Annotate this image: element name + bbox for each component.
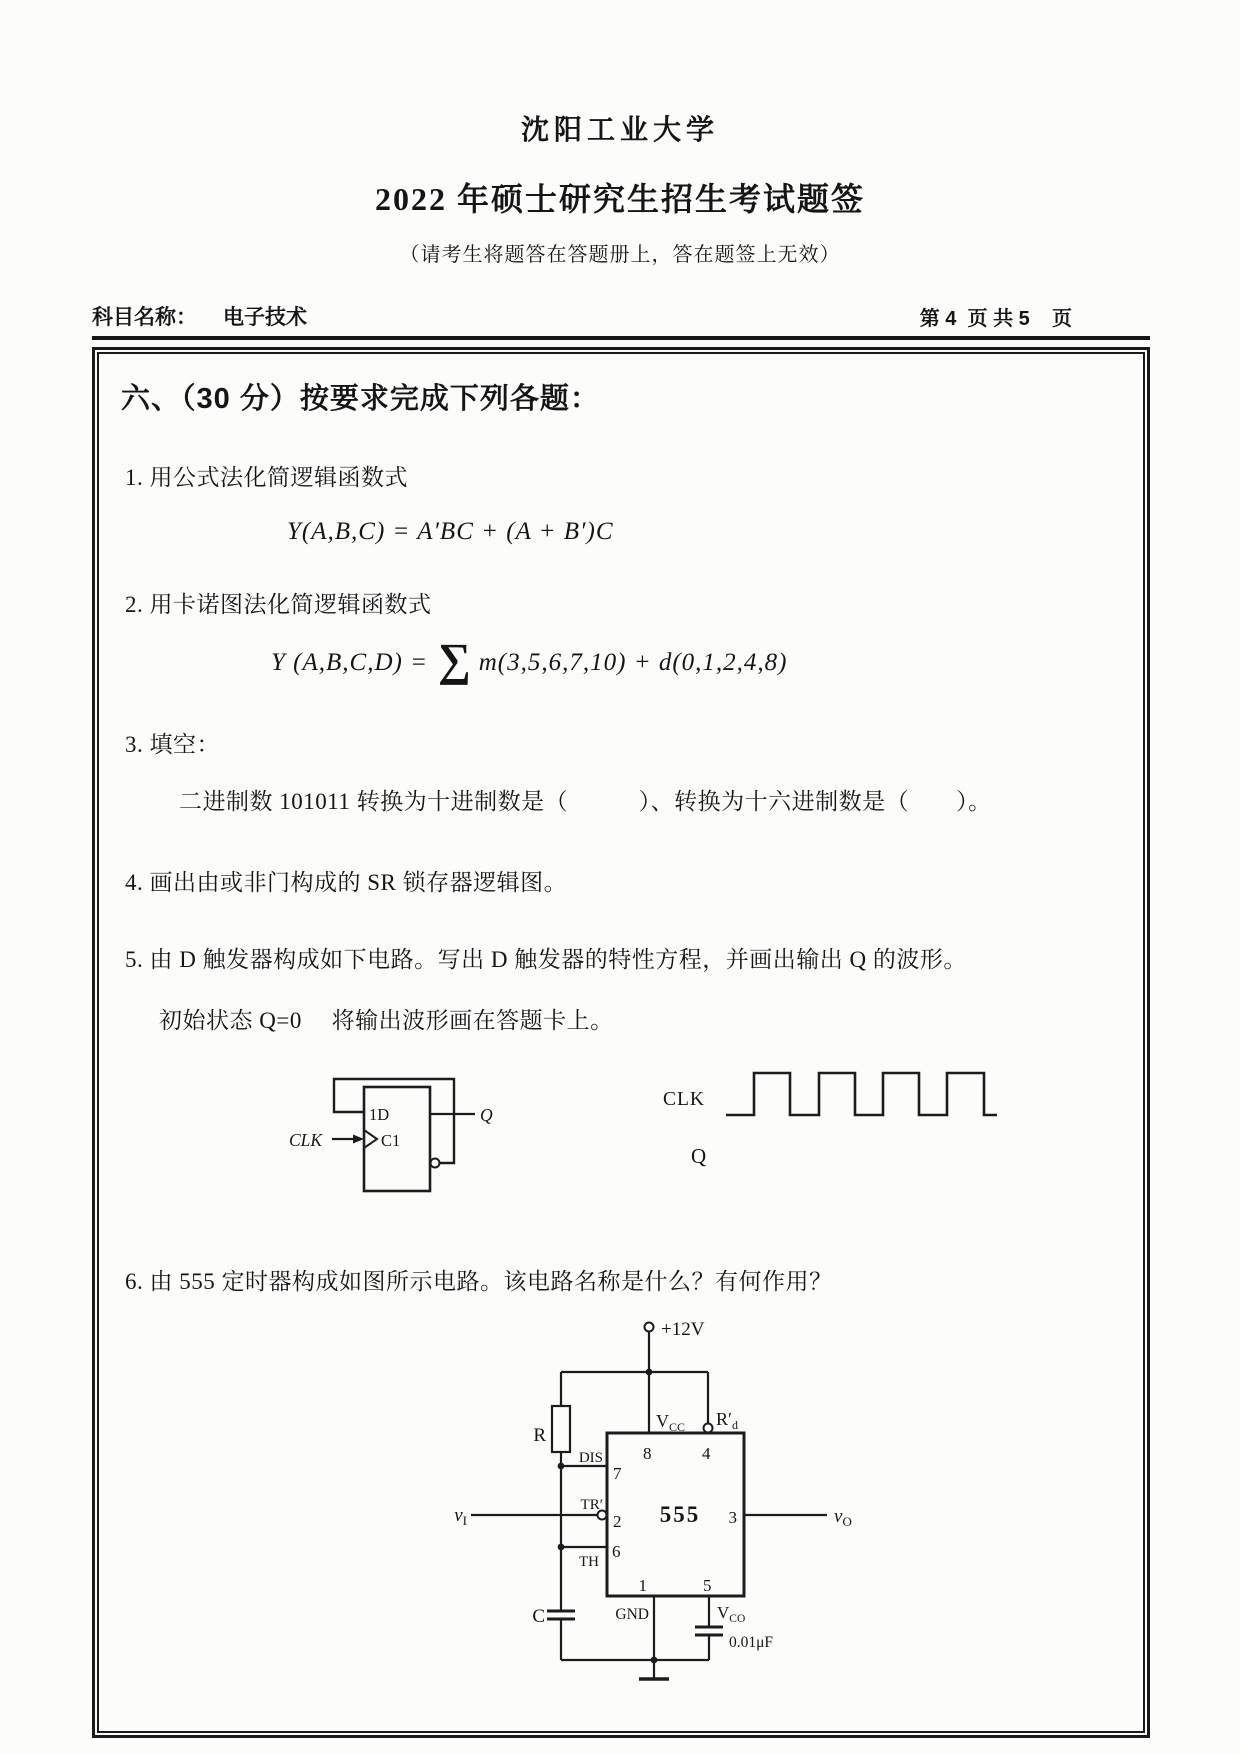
pin-8-label: 8 [643, 1444, 652, 1463]
timer-wires [471, 1332, 827, 1680]
dff-1d-label: 1D [369, 1105, 390, 1124]
clock-edge-triangle-icon [364, 1130, 377, 1148]
clk-arrowhead-icon [353, 1135, 364, 1144]
feedback-wire [334, 1079, 454, 1163]
gnd-label: GND [615, 1606, 649, 1623]
cap-value-label: 0.01μF [729, 1634, 774, 1651]
capacitor-c-label: C [532, 1606, 545, 1627]
formula2-lhs: Y (A,B,C,D) = [271, 648, 428, 676]
pin-5-label: 5 [703, 1576, 712, 1595]
question-6-diagram [419, 1316, 1121, 1701]
vco-subscript: CO [729, 1613, 746, 1625]
clk-waveform-diagram [661, 1065, 1001, 1177]
rd-label [716, 1409, 738, 1432]
subject-name [92, 301, 307, 331]
vo-label [834, 1506, 852, 1529]
vcc-main: V [656, 1411, 669, 1431]
waveform-q-label: Q [691, 1144, 707, 1168]
resistor-r-body [552, 1406, 570, 1452]
question-2-formula [271, 633, 1121, 692]
clk-square-wave [726, 1073, 997, 1115]
vcc-subscript: CC [669, 1420, 686, 1434]
question-1-text: 1. 用公式法化简逻辑函数式 [125, 465, 408, 490]
vco-label [717, 1603, 745, 1625]
rd-subscript: d [731, 1418, 738, 1432]
junction-dot-supply [646, 1369, 653, 1376]
supply-terminal-icon [645, 1323, 654, 1332]
dis-label: DIS [578, 1450, 603, 1466]
vo-subscript: O [842, 1514, 852, 1529]
tr-label: TR′ [580, 1497, 603, 1513]
vco-main: V [717, 1603, 730, 1622]
reset-bubble-icon [704, 1424, 713, 1433]
junction-dot-dis [558, 1463, 565, 1470]
vi-main: v [454, 1505, 463, 1526]
terminal-bubbles [598, 1323, 713, 1520]
subject-row [92, 301, 1150, 340]
question-5-diagrams [287, 1069, 1121, 1209]
pin-3-label: 3 [728, 1508, 737, 1527]
sigma-symbol: ∑ [437, 634, 471, 685]
pin-4-label: 4 [702, 1444, 711, 1463]
pin-2-label: 2 [613, 1512, 622, 1531]
formula2-rhs: m(3,5,6,7,10) + d(0,1,2,4,8) [478, 648, 788, 676]
university-name: 沈阳工业大学 [520, 115, 719, 146]
resistor-r-label: R [533, 1425, 546, 1446]
question-2-text: 2. 用卡诺图法化简逻辑函数式 [125, 592, 432, 617]
supply-voltage-label: +12V [661, 1319, 705, 1340]
question-6-text: 6. 由 555 定时器构成如图所示电路。该电路名称是什么？有何作用？ [125, 1269, 833, 1294]
junction-dot-th [558, 1544, 565, 1551]
waveform-clk-label: CLK [663, 1089, 705, 1110]
inverted-output-bubble-icon [431, 1159, 440, 1168]
vcc-label [656, 1411, 685, 1434]
exam-title: 2022 年硕士研究生招生考试题签 [374, 181, 865, 217]
rd-main: R′ [716, 1409, 732, 1429]
timer-555-circuit-diagram [419, 1316, 1019, 1701]
question-box [97, 352, 1145, 1733]
pin-1-label: 1 [638, 1576, 647, 1595]
question-3-text: 3. 填空： [125, 732, 220, 757]
vo-main: v [834, 1506, 843, 1527]
question-1-formula: Y(A,B,C) = A′BC + (A + B′)C [287, 518, 614, 545]
exam-note: （请考生将题答在答题册上，答在题签上无效） [399, 244, 841, 266]
pin-7-label: 7 [613, 1464, 622, 1483]
vi-label [454, 1505, 467, 1528]
dff-q-label: Q [480, 1105, 493, 1125]
subject-label: 科目名称： [92, 306, 197, 329]
question-5-text: 5. 由 D 触发器构成如下电路。写出 D 触发器的特性方程，并画出输出 Q 的波形。 [125, 947, 967, 972]
question-3-fill-blank: 二进制数 101011 转换为十进制数是（ ）、转换为十六进制数是（ ）。 [179, 789, 992, 814]
chip-555-label: 555 [659, 1502, 701, 1527]
subject-value: 电子技术 [223, 306, 307, 329]
page-number: 第 4 页 共 5 页 [919, 308, 1072, 330]
header-titles [0, 0, 1240, 267]
question-5-text2: 初始状态 Q=0 将输出波形画在答题卡上。 [159, 1008, 614, 1033]
timer-thick-strokes [547, 1433, 744, 1679]
dff-c1-label: C1 [381, 1131, 401, 1150]
pin-6-label: 6 [612, 1542, 621, 1561]
th-label: TH [579, 1554, 599, 1570]
question-4-text: 4. 画出由或非门构成的 SR 锁存器逻辑图。 [125, 870, 568, 895]
section-heading: 六、（30 分）按要求完成下列各题： [121, 383, 600, 415]
vi-subscript: I [462, 1513, 467, 1528]
question-box-border [92, 347, 1150, 1738]
junction-dot-ground [651, 1657, 658, 1664]
d-flipflop-circuit-diagram [287, 1069, 499, 1209]
dff-clk-label: CLK [289, 1130, 323, 1150]
